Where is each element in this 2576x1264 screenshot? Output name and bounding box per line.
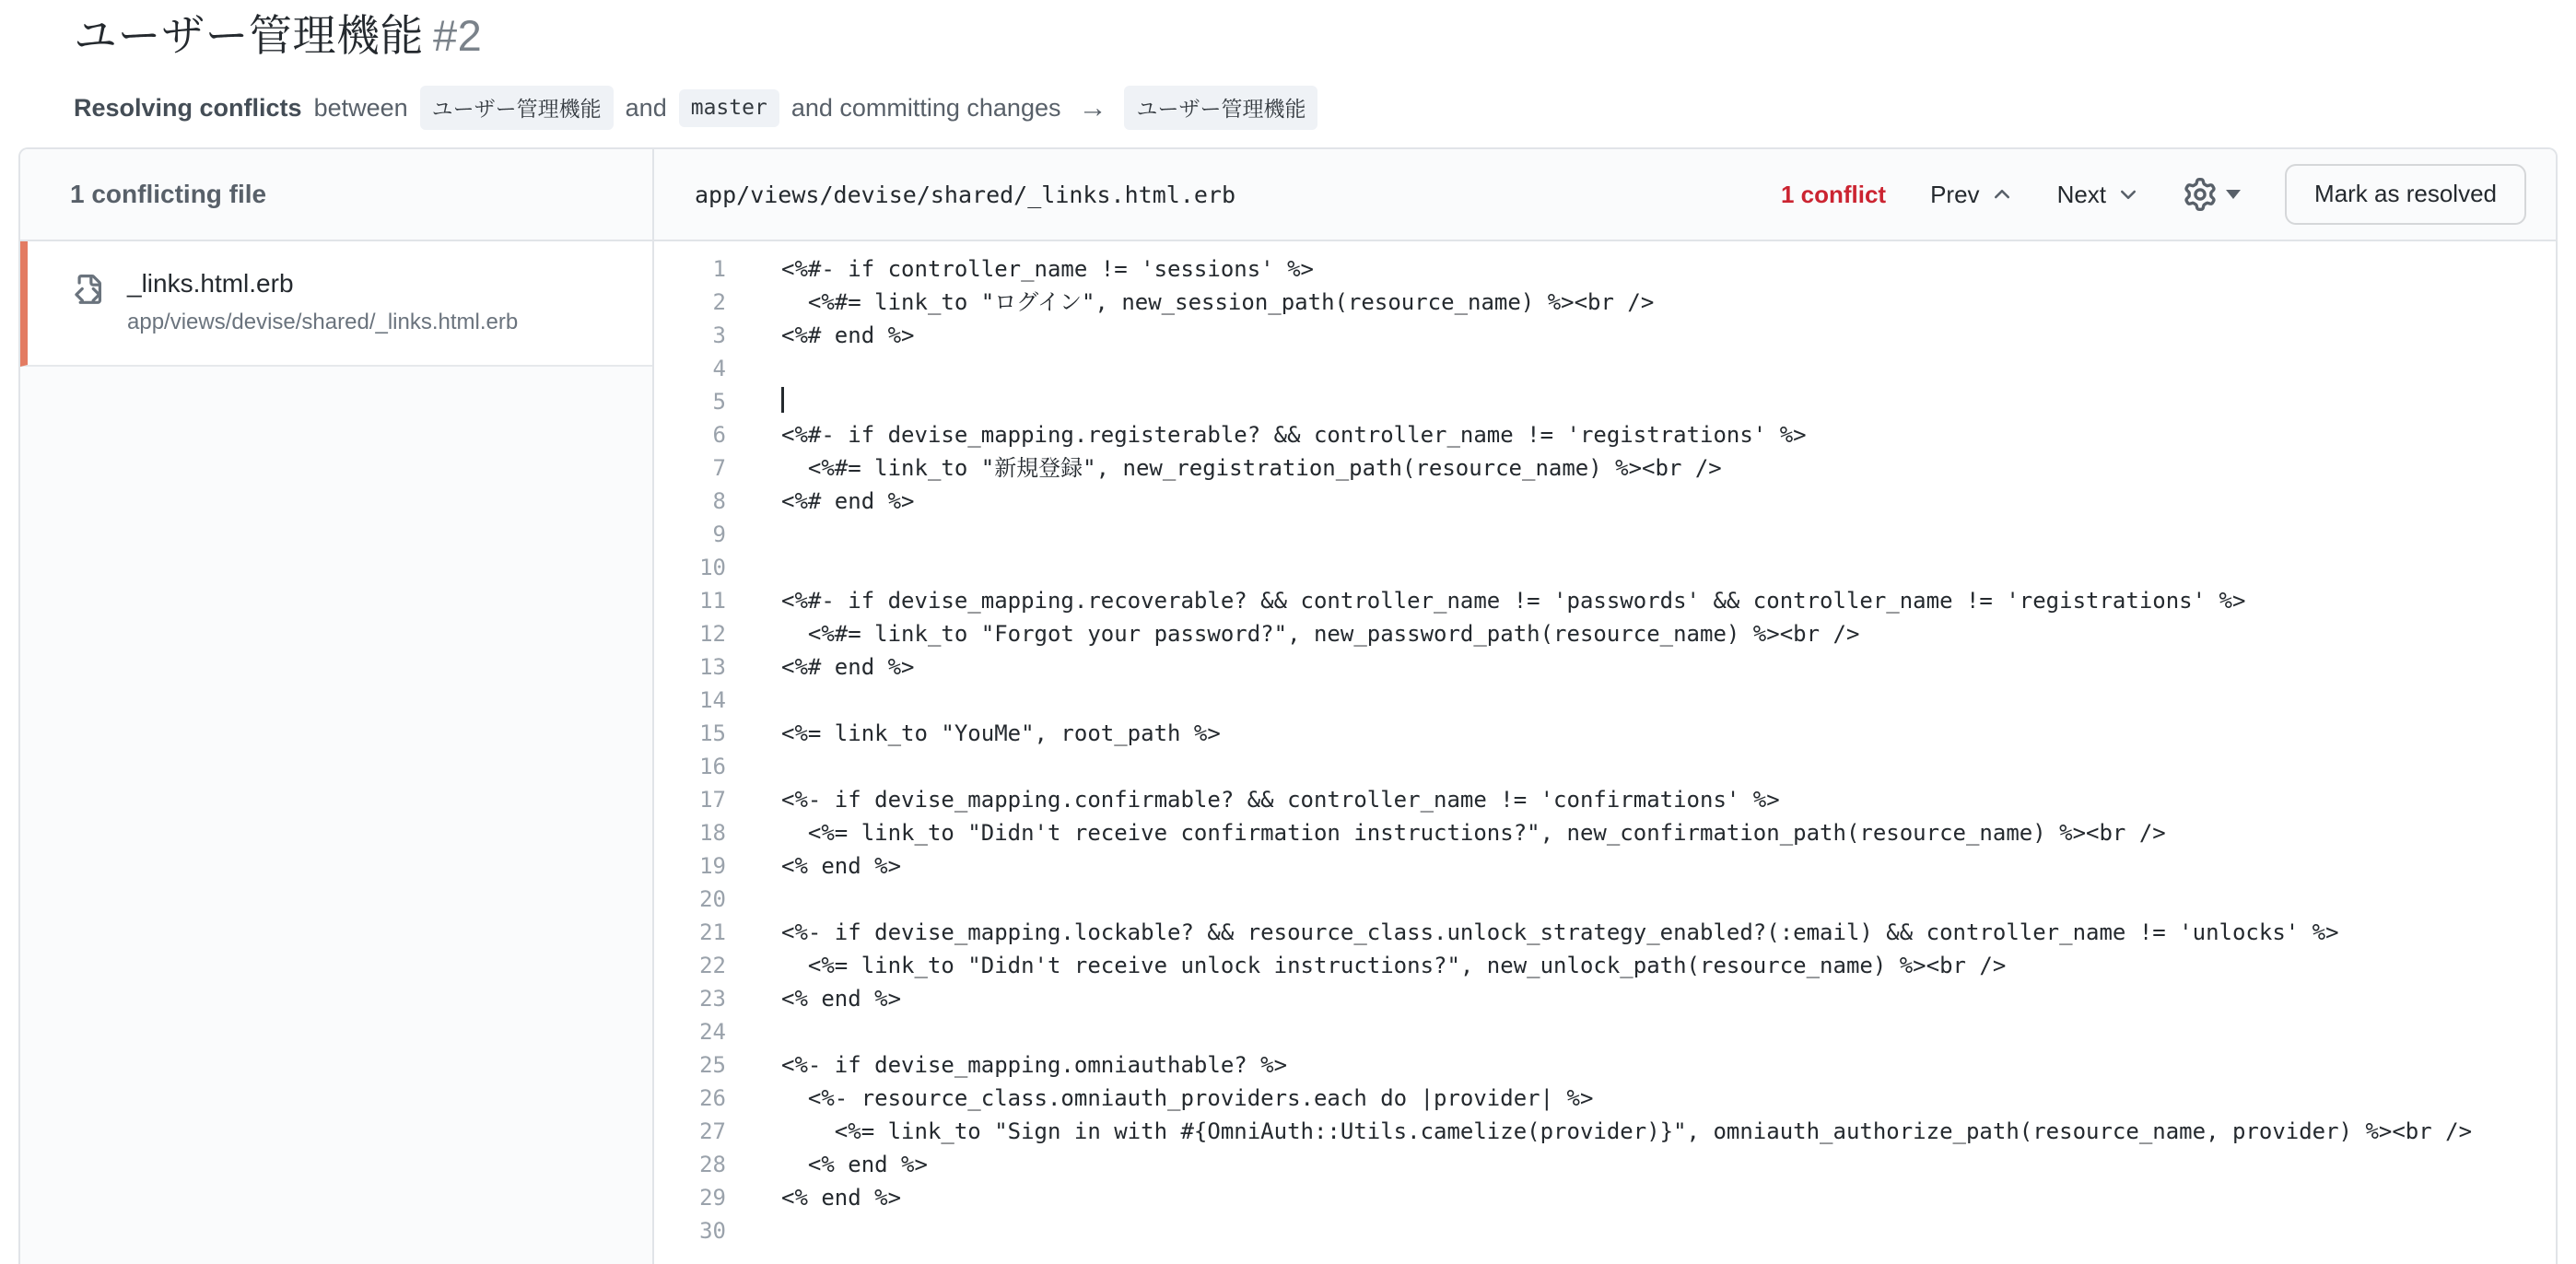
file-meta	[127, 269, 518, 335]
line-number: 10	[699, 555, 726, 580]
line-content[interactable]: <%#- if devise_mapping.recoverable? && controller_name != 'passwords' && controller_name != 'registrations' %>	[781, 588, 2246, 614]
code-line[interactable]	[654, 1048, 2556, 1082]
line-number: 13	[699, 654, 726, 680]
line-content[interactable]: <%# end %>	[781, 322, 915, 348]
code-line[interactable]	[654, 949, 2556, 982]
line-number: 16	[699, 754, 726, 779]
code-editor[interactable]	[654, 241, 2556, 1264]
line-content[interactable]: <%= link_to "Sign in with #{OmniAuth::Utils.camelize(provider)}", omniauth_authorize_path(resource_name, provider) %><br />	[781, 1118, 2473, 1144]
line-number: 12	[699, 621, 726, 647]
sidebar-header: 1 conflicting file	[20, 149, 652, 241]
line-content[interactable]	[726, 352, 781, 385]
file-code-icon	[70, 275, 101, 335]
file-name: _links.html.erb	[127, 269, 294, 298]
issue-number: #2	[433, 11, 483, 60]
branch-label-base: master	[679, 89, 779, 127]
line-content[interactable]: <%= link_to "Didn't receive unlock instructions?", new_unlock_path(resource_name) %><br />	[781, 953, 2007, 978]
line-number: 28	[699, 1152, 726, 1177]
issue-title-text: ユーザー管理機能	[74, 11, 424, 60]
conflict-count-badge: 1 conflict	[1780, 180, 1887, 208]
line-content[interactable]: <%#- if controller_name != 'sessions' %>	[781, 256, 1314, 282]
line-content[interactable]: <% end %>	[781, 986, 902, 1012]
line-number: 29	[699, 1185, 726, 1211]
line-content[interactable]: <%#= link_to "ログイン", new_session_path(resource_name) %><br />	[781, 289, 1655, 315]
subtitle-lead: Resolving conflicts	[74, 93, 302, 122]
gear-icon	[2184, 178, 2217, 211]
file-path: app/views/devise/shared/_links.html.erb	[127, 310, 519, 334]
code-line[interactable]	[654, 849, 2556, 883]
conflict-subtitle	[74, 86, 2539, 130]
code-line[interactable]	[654, 518, 2556, 551]
line-number: 19	[699, 853, 726, 879]
code-line[interactable]	[654, 584, 2556, 617]
conflicting-files-sidebar	[20, 149, 654, 1264]
code-line[interactable]	[654, 650, 2556, 684]
line-content[interactable]	[726, 1214, 781, 1247]
code-line[interactable]	[654, 617, 2556, 650]
line-content[interactable]: <%= link_to "Didn't receive confirmation instructions?", new_confirmation_path(resource_name) %><br />	[781, 820, 2166, 846]
line-number: 18	[699, 820, 726, 846]
branch-label-target: ユーザー管理機能	[1124, 86, 1317, 130]
line-number: 22	[699, 953, 726, 978]
line-content[interactable]	[726, 1015, 781, 1048]
code-line[interactable]	[654, 684, 2556, 717]
code-line[interactable]	[654, 1214, 2556, 1247]
code-line[interactable]	[654, 385, 2556, 418]
conflicting-file-item[interactable]	[20, 241, 652, 367]
code-line[interactable]	[654, 485, 2556, 518]
page-header	[74, 2, 2539, 130]
code-line[interactable]	[654, 1115, 2556, 1148]
line-content[interactable]	[726, 750, 781, 783]
line-number: 8	[712, 488, 726, 514]
next-label: Next	[2056, 180, 2107, 208]
line-number: 3	[712, 322, 726, 348]
line-number: 4	[712, 356, 726, 381]
line-content[interactable]: <%# end %>	[781, 654, 915, 680]
line-content[interactable]: <%#= link_to "新規登録", new_registration_path(resource_name) %><br />	[781, 455, 1722, 481]
line-number: 23	[699, 986, 726, 1012]
line-number: 1	[712, 256, 726, 282]
conflict-resolution-panel	[18, 147, 2558, 1264]
line-number: 5	[712, 389, 726, 415]
editor-header-actions	[1781, 164, 2526, 225]
caret-down-icon	[2226, 190, 2241, 199]
code-line[interactable]	[654, 883, 2556, 916]
line-content[interactable]: <% end %>	[781, 853, 902, 879]
line-number: 11	[699, 588, 726, 614]
line-number: 20	[699, 886, 726, 912]
prev-label: Prev	[1930, 180, 1980, 208]
line-content[interactable]: <%- resource_class.omniauth_providers.each do |provider| %>	[781, 1085, 1594, 1111]
editor-settings-dropdown[interactable]	[2184, 178, 2241, 211]
line-number: 15	[699, 720, 726, 746]
line-number: 14	[699, 687, 726, 713]
code-line[interactable]	[654, 286, 2556, 319]
line-content[interactable]	[726, 883, 781, 916]
text-cursor	[781, 387, 784, 413]
line-number: 24	[699, 1019, 726, 1045]
line-number: 21	[699, 919, 726, 945]
line-content[interactable]: <% end %>	[781, 1185, 902, 1211]
code-line[interactable]	[654, 1015, 2556, 1048]
line-number: 17	[699, 787, 726, 813]
line-number: 7	[712, 455, 726, 481]
code-line[interactable]	[654, 451, 2556, 485]
code-line[interactable]	[654, 816, 2556, 849]
subtitle-and: and	[625, 93, 667, 122]
line-content[interactable]: <% end %>	[781, 1152, 928, 1177]
line-number: 26	[699, 1085, 726, 1111]
line-number: 2	[712, 289, 726, 315]
editor-pane	[654, 149, 2556, 1264]
code-line[interactable]	[654, 252, 2556, 286]
line-content[interactable]: <%- if devise_mapping.lockable? && resource_class.unlock_strategy_enabled?(:email) && controller_name != 'unlocks' %>	[781, 919, 2339, 945]
line-content[interactable]	[726, 385, 784, 418]
chevron-up-icon	[1991, 183, 2013, 205]
code-line[interactable]	[654, 1082, 2556, 1115]
code-line[interactable]	[654, 1148, 2556, 1181]
file-list	[20, 241, 652, 367]
code-line[interactable]	[654, 717, 2556, 750]
line-number: 30	[699, 1218, 726, 1244]
line-number: 9	[712, 521, 726, 547]
prev-conflict-button[interactable]	[1930, 181, 2012, 209]
next-conflict-button[interactable]	[2057, 181, 2139, 209]
line-number: 27	[699, 1118, 726, 1144]
line-content[interactable]: <%- if devise_mapping.confirmable? && controller_name != 'confirmations' %>	[781, 787, 1780, 813]
page-title	[74, 2, 2539, 64]
line-content[interactable]: <%#- if devise_mapping.registerable? && controller_name != 'registrations' %>	[781, 422, 1807, 448]
line-number: 6	[712, 422, 726, 448]
editor-file-path: app/views/devise/shared/_links.html.erb	[695, 181, 1235, 208]
code-line[interactable]	[654, 982, 2556, 1015]
line-content[interactable]: <%#= link_to "Forgot your password?", new_password_path(resource_name) %><br />	[781, 621, 1860, 647]
code-line[interactable]	[654, 783, 2556, 816]
subtitle-between: between	[313, 93, 408, 122]
line-content[interactable]: <%= link_to "YouMe", root_path %>	[781, 720, 1221, 746]
mark-as-resolved-button[interactable]: Mark as resolved	[2285, 164, 2526, 225]
line-content[interactable]: <%- if devise_mapping.omniauthable? %>	[781, 1052, 1288, 1078]
editor-header	[654, 149, 2556, 241]
code-line[interactable]	[654, 352, 2556, 385]
line-content[interactable]	[726, 551, 781, 584]
subtitle-tail: and committing changes	[790, 93, 1061, 122]
branch-label-head: ユーザー管理機能	[420, 86, 614, 130]
code-line[interactable]	[654, 1181, 2556, 1214]
code-line[interactable]	[654, 418, 2556, 451]
line-content[interactable]: <%# end %>	[781, 488, 915, 514]
line-content[interactable]	[726, 684, 781, 717]
chevron-down-icon	[2117, 183, 2139, 205]
code-line[interactable]	[654, 916, 2556, 949]
arrow-right-icon: →	[1078, 91, 1107, 123]
line-number: 25	[699, 1052, 726, 1078]
code-line[interactable]	[654, 551, 2556, 584]
code-line[interactable]	[654, 750, 2556, 783]
code-line[interactable]	[654, 319, 2556, 352]
line-content[interactable]	[726, 518, 781, 551]
